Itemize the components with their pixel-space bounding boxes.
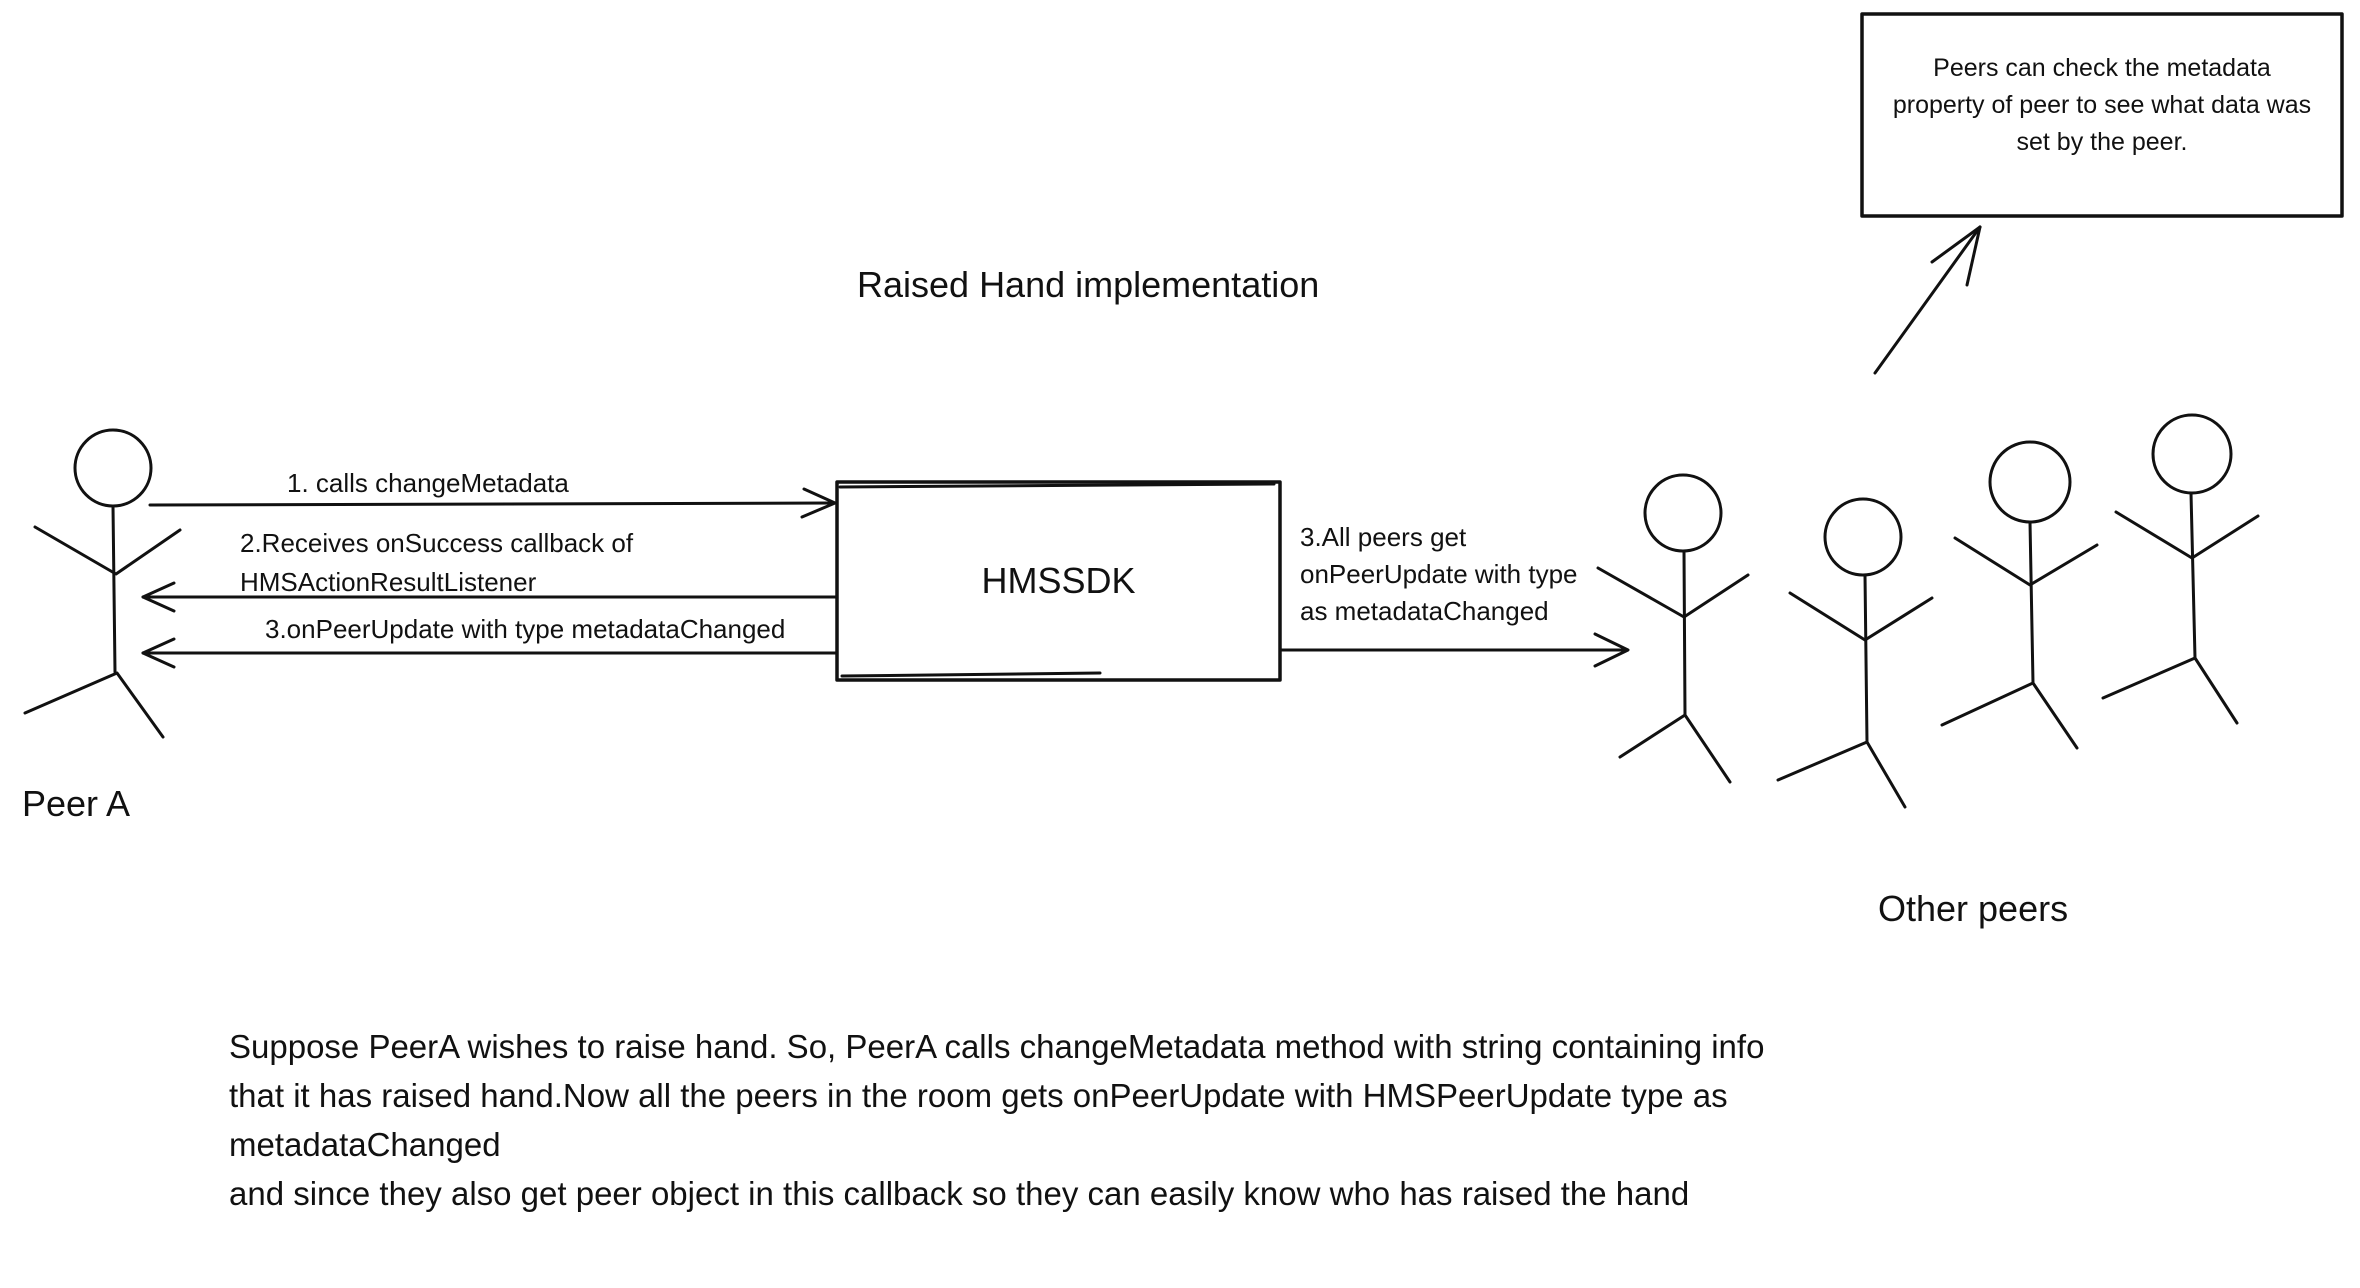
diagram-title: Raised Hand implementation — [857, 264, 1320, 305]
arrow-all-peers — [1280, 634, 1628, 666]
note-box-text — [1862, 50, 2342, 161]
note-line-1: Peers can check the metadata — [1933, 54, 2271, 82]
description-line-3: metadataChanged — [229, 1126, 501, 1163]
sdk-box-label: HMSSDK — [981, 560, 1136, 601]
other-peer-figure-2 — [1778, 499, 1932, 807]
other-peers-label: Other peers — [1878, 888, 2069, 929]
message-all-peers-line-3: as metadataChanged — [1300, 596, 1549, 626]
message-receives-on-success-line-1: 2.Receives onSuccess callback of — [240, 528, 634, 558]
message-all-peers-line-2: onPeerUpdate with type — [1300, 559, 1578, 589]
message-receives-on-success-line-2: HMSActionResultListener — [240, 567, 537, 597]
message-on-peer-update: 3.onPeerUpdate with type metadataChanged — [265, 614, 786, 644]
other-peer-figure-4 — [2103, 415, 2258, 723]
other-peer-figure-1 — [1598, 475, 1748, 782]
note-arrow — [1875, 227, 1980, 373]
message-all-peers-line-1: 3.All peers get — [1300, 522, 1467, 552]
peer-a-figure — [25, 430, 180, 737]
description-line-4: and since they also get peer object in this callback so they can easily know who has raised the hand — [229, 1175, 1690, 1212]
description-line-1: Suppose PeerA wishes to raise hand. So, PeerA calls changeMetadata method with string containing info — [229, 1028, 1765, 1065]
other-peer-figure-3 — [1942, 442, 2097, 748]
note-line-2: property of peer to see what data was — [1892, 91, 2312, 119]
peer-a-label: Peer A — [22, 783, 131, 824]
description-line-2: that it has raised hand.Now all the peers in the room gets onPeerUpdate with HMSPeerUpdate type as — [229, 1077, 1728, 1114]
description-paragraph — [229, 1022, 1989, 1218]
message-all-peers — [1300, 519, 1578, 630]
note-line-3: set by the peer. — [2016, 128, 2188, 156]
message-call-change-metadata: 1. calls changeMetadata — [287, 468, 569, 498]
message-receives-on-success — [240, 524, 633, 602]
